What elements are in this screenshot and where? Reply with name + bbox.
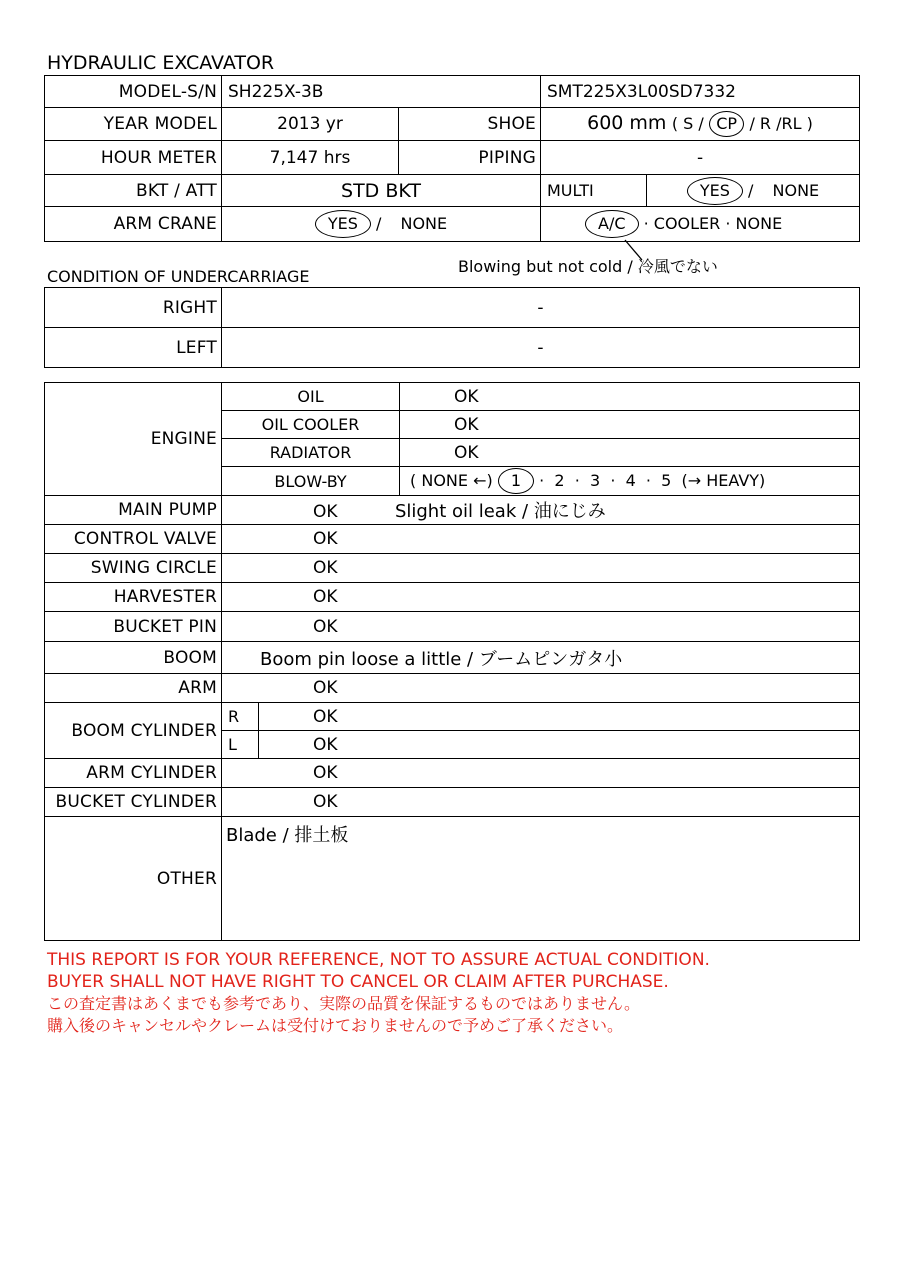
engine-oil-label: OIL <box>222 383 400 411</box>
undercarriage-left-value: - <box>222 328 860 368</box>
blowby-selected: 1 <box>498 468 534 494</box>
multi-yes: YES <box>687 177 743 205</box>
condition-table <box>44 382 860 941</box>
bucket-pin-value: OK <box>222 612 860 642</box>
boom-cylinder-r-label: R <box>222 703 259 731</box>
engine-label: ENGINE <box>45 383 222 496</box>
disclaimer-line-1: THIS REPORT IS FOR YOUR REFERENCE, NOT TO ASSURE ACTUAL CONDITION. <box>47 950 710 970</box>
piping-label: PIPING <box>399 141 541 175</box>
arm-value: OK <box>222 674 860 703</box>
blowby-start: ( NONE ←) <box>410 471 493 490</box>
boom-cylinder-l-value: OK <box>259 731 860 759</box>
engine-radiator-label: RADIATOR <box>222 439 400 467</box>
boom-cylinder-r-value: OK <box>259 703 860 731</box>
undercarriage-table <box>44 287 860 368</box>
control-valve-value: OK <box>222 525 860 554</box>
blowby-rest: · 2 · 3 · 4 · 5 (→ HEAVY) <box>539 471 766 490</box>
disclaimer-line-4: 購入後のキャンセルやクレームは受付けておりませんので予めご了承ください。 <box>47 1015 624 1035</box>
undercarriage-left-label: LEFT <box>45 328 222 368</box>
crane-yes: YES <box>315 210 371 238</box>
harvester-label: HARVESTER <box>45 583 222 612</box>
bkt-att-label: BKT / ATT <box>45 175 222 207</box>
engine-blowby-label: BLOW-BY <box>222 467 400 496</box>
swing-circle-label: SWING CIRCLE <box>45 554 222 583</box>
shoe-open: ( S / <box>671 114 704 133</box>
bucket-cylinder-label: BUCKET CYLINDER <box>45 788 222 817</box>
boom-cylinder-label: BOOM CYLINDER <box>45 703 222 759</box>
shoe-value <box>541 108 860 141</box>
shoe-label: SHOE <box>399 108 541 141</box>
arm-cylinder-label: ARM CYLINDER <box>45 759 222 788</box>
page-title: HYDRAULIC EXCAVATOR <box>47 52 275 74</box>
engine-oil-cooler-value: OK <box>400 411 860 439</box>
shoe-close: / R /RL ) <box>749 114 813 133</box>
engine-oil-value: OK <box>400 383 860 411</box>
ac-rest: · COOLER · NONE <box>643 214 783 233</box>
multi-none: NONE <box>772 180 820 200</box>
ac-selected: A/C <box>585 210 639 238</box>
undercarriage-title: CONDITION OF UNDERCARRIAGE <box>47 267 310 286</box>
multi-sep: / <box>748 180 754 200</box>
crane-none: NONE <box>400 214 448 233</box>
disclaimer-line-2: BUYER SHALL NOT HAVE RIGHT TO CANCEL OR CLAIM AFTER PURCHASE. <box>47 971 669 992</box>
control-valve-label: CONTROL VALVE <box>45 525 222 554</box>
model-value: SH225X-3B <box>222 76 541 108</box>
engine-oil-cooler-label: OIL COOLER <box>222 411 400 439</box>
other-label: OTHER <box>45 817 222 941</box>
shoe-selected-cp: CP <box>709 111 744 137</box>
arm-crane-label: ARM CRANE <box>45 207 222 242</box>
boom-cylinder-l-label: L <box>222 731 259 759</box>
main-pump-value <box>222 496 860 525</box>
serial-value: SMT225X3L00SD7332 <box>541 76 860 108</box>
multi-label: MULTI <box>541 175 647 207</box>
piping-value: - <box>541 141 860 175</box>
ac-value <box>541 207 860 242</box>
boom-label: BOOM <box>45 642 222 674</box>
arm-cylinder-value: OK <box>222 759 860 788</box>
disclaimer-line-3: この査定書はあくまでも参考であり、実際の品質を保証するものではありません。 <box>47 994 640 1013</box>
engine-radiator-value: OK <box>400 439 860 467</box>
other-value: Blade / 排土板 <box>222 817 860 941</box>
year-value: 2013 yr <box>222 108 399 141</box>
ac-note: Blowing but not cold / 冷風でない <box>458 257 718 276</box>
harvester-value: OK <box>222 583 860 612</box>
arm-label: ARM <box>45 674 222 703</box>
year-model-label: YEAR MODEL <box>45 108 222 141</box>
disclaimer <box>47 950 710 1036</box>
model-sn-label: MODEL-S/N <box>45 76 222 108</box>
undercarriage-right-value: - <box>222 288 860 328</box>
bucket-pin-label: BUCKET PIN <box>45 612 222 642</box>
boom-value: Boom pin loose a little / ブームピンガタ小 <box>222 642 860 674</box>
main-pump-status: OK <box>313 502 338 522</box>
main-pump-label: MAIN PUMP <box>45 496 222 525</box>
undercarriage-right-label: RIGHT <box>45 288 222 328</box>
shoe-size: 600 mm <box>587 112 667 134</box>
multi-value <box>647 175 860 207</box>
crane-sep: / <box>376 214 382 233</box>
arm-crane-value <box>222 207 541 242</box>
engine-blowby-scale <box>400 467 860 496</box>
hour-meter-label: HOUR METER <box>45 141 222 175</box>
bkt-value: STD BKT <box>222 175 541 207</box>
swing-circle-value: OK <box>222 554 860 583</box>
machine-info-table <box>44 75 860 242</box>
bucket-cylinder-value: OK <box>222 788 860 817</box>
main-pump-note: Slight oil leak / 油にじみ <box>394 501 606 522</box>
hours-value: 7,147 hrs <box>222 141 399 175</box>
